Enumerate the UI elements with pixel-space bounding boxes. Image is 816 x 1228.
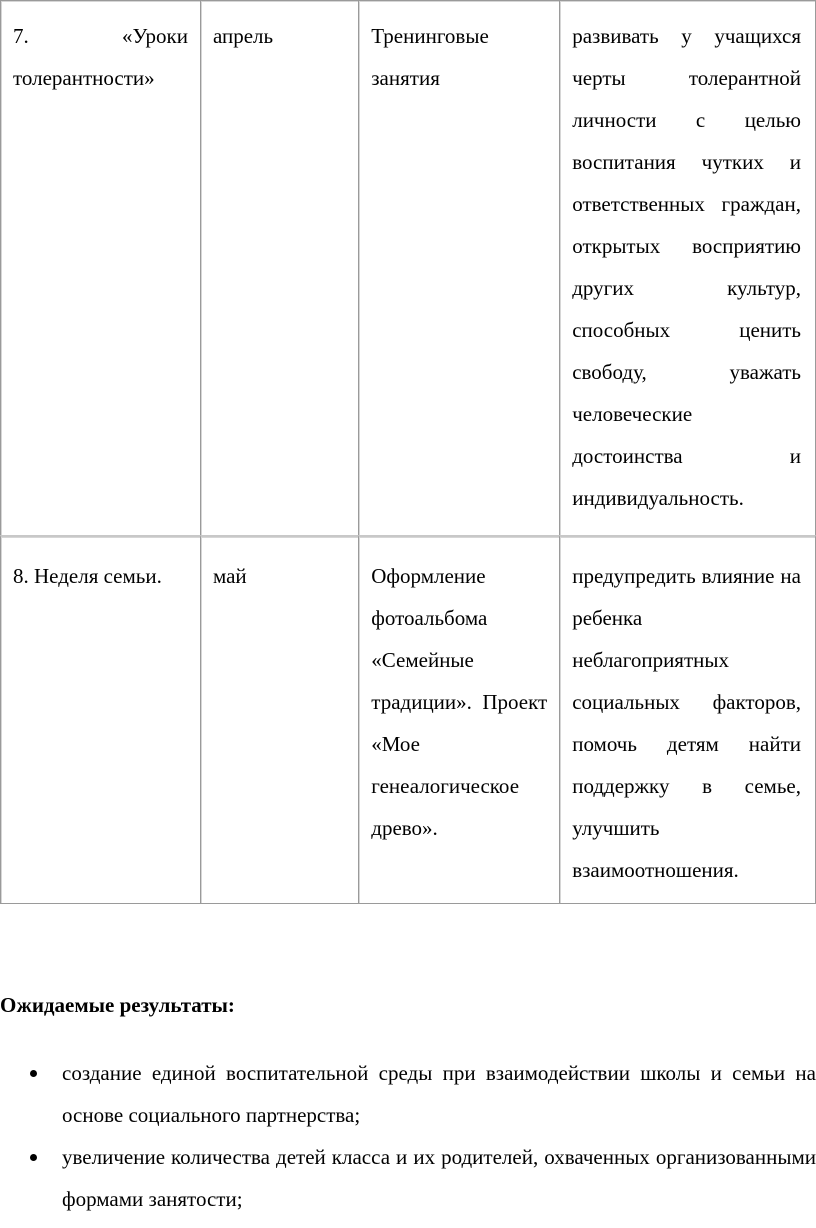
event-form-cell: Оформление фотоальбома «Семейные традиции». Проект «Мое генеалогическое древо». — [358, 535, 559, 904]
event-goal-cell: предупредить влияние на ребенка неблагоприятных социальных факторов, помочь детям найти поддержку в семье, улучшить взаимоотношения. — [559, 535, 816, 904]
event-goal-cell: развивать у учащихся черты толерантной личности с целью воспитания чутких и ответственных граждан, открытых восприятию других культур, способных ценить свободу, уважать человеческие достоинства и индивидуальность. — [559, 0, 816, 535]
list-item — [0, 1052, 816, 1136]
list-item-text: создание единой воспитательной среды при взаимодействии школы и семьи на основе социального партнерства; — [62, 1061, 816, 1127]
event-month-cell: апрель — [200, 0, 358, 535]
expected-results-list — [0, 1052, 816, 1220]
event-month-cell: май — [200, 535, 358, 904]
event-number-title-cell: 8. Неделя семьи. — [0, 535, 200, 904]
list-item-text: увеличение количества детей класса и их родителей, охваченных организованными формами занятости; — [62, 1145, 816, 1211]
bullet-icon — [30, 1070, 37, 1077]
table-row — [0, 535, 816, 904]
table-row — [0, 0, 816, 535]
list-item — [0, 1136, 816, 1220]
event-form-cell: Тренинговые занятия — [358, 0, 559, 535]
event-number-title-cell: 7. «Уроки толерантности» — [0, 0, 200, 535]
bullet-icon — [30, 1154, 37, 1161]
expected-results-heading: Ожидаемые результаты: — [0, 993, 235, 1017]
